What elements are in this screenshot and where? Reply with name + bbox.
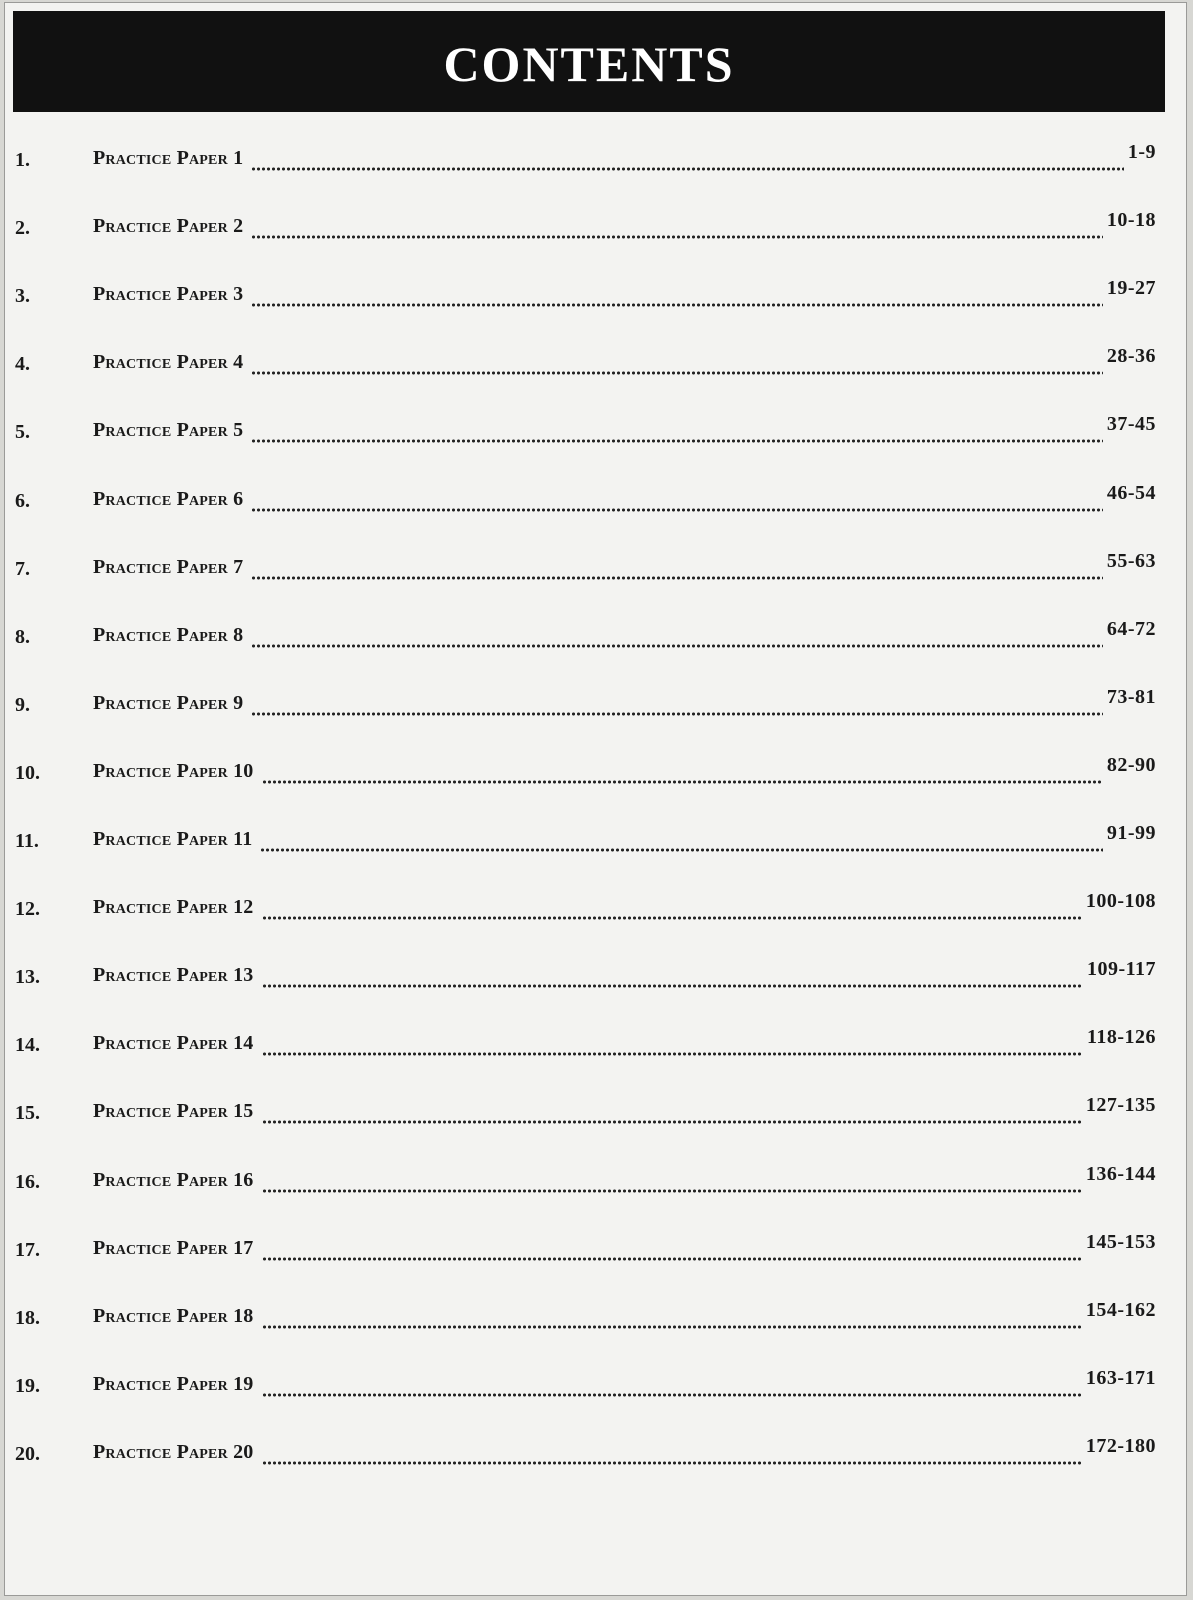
dot-leader — [251, 576, 1103, 580]
entry-page-range: 28-36 — [1106, 345, 1156, 368]
table-of-contents — [5, 3, 1186, 1595]
dot-leader — [251, 371, 1103, 375]
entry-number: 5. — [15, 421, 30, 444]
entry-number: 13. — [15, 966, 40, 989]
entry-page-range: 154-162 — [1085, 1298, 1156, 1321]
toc-entry[interactable] — [5, 1026, 1186, 1066]
dot-leader — [251, 644, 1103, 648]
dot-leader — [262, 1257, 1082, 1261]
toc-entry[interactable] — [5, 549, 1186, 590]
entry-title[interactable]: Practice Paper 9 — [93, 691, 244, 714]
entry-number: 20. — [15, 1442, 40, 1465]
entry-page-range: 19-27 — [1106, 277, 1156, 300]
toc-entry[interactable] — [5, 413, 1186, 453]
entry-page-range: 109-117 — [1086, 958, 1156, 981]
dot-leader — [262, 1189, 1082, 1193]
dot-leader — [262, 780, 1103, 784]
entry-number: 16. — [15, 1170, 40, 1193]
dot-leader — [251, 712, 1103, 716]
dot-leader — [262, 1461, 1082, 1465]
entry-title[interactable]: Practice Paper 19 — [93, 1372, 254, 1395]
entry-title[interactable]: Practice Paper 7 — [93, 555, 244, 578]
entry-number: 15. — [15, 1102, 40, 1125]
toc-entry[interactable] — [5, 1230, 1186, 1271]
entry-page-range: 91-99 — [1106, 822, 1156, 844]
toc-entry[interactable] — [5, 822, 1186, 862]
dot-leader — [251, 167, 1124, 171]
entry-title[interactable]: Practice Paper 18 — [93, 1304, 254, 1327]
entry-page-range: 64-72 — [1106, 617, 1156, 640]
toc-entry[interactable] — [5, 617, 1186, 658]
dot-leader — [262, 1325, 1082, 1329]
entry-page-range: 163-171 — [1085, 1366, 1156, 1389]
entry-number: 9. — [15, 693, 30, 716]
entry-page-range: 100-108 — [1085, 890, 1156, 913]
entry-number: 19. — [15, 1374, 40, 1397]
entry-number: 10. — [15, 761, 40, 784]
entry-number: 18. — [15, 1306, 40, 1329]
entry-number: 6. — [15, 489, 30, 512]
entry-title[interactable]: Practice Paper 4 — [93, 351, 244, 374]
entry-page-range: 172-180 — [1085, 1434, 1156, 1457]
toc-entry[interactable] — [5, 141, 1186, 181]
toc-entry[interactable] — [5, 753, 1186, 794]
entry-title[interactable]: Practice Paper 1 — [93, 147, 244, 169]
entry-title[interactable]: Practice Paper 5 — [93, 419, 244, 442]
dot-leader — [260, 848, 1102, 852]
toc-entry[interactable] — [5, 481, 1186, 522]
dot-leader — [262, 1052, 1083, 1056]
entry-page-range: 136-144 — [1085, 1162, 1156, 1185]
toc-entry[interactable] — [5, 277, 1186, 317]
entry-number: 12. — [15, 898, 40, 921]
entry-page-range: 10-18 — [1106, 209, 1156, 232]
entry-title[interactable]: Practice Paper 6 — [93, 487, 244, 510]
entry-page-range: 73-81 — [1106, 685, 1156, 708]
dot-leader — [262, 916, 1082, 920]
entry-title[interactable]: Practice Paper 13 — [93, 964, 254, 987]
entry-number: 3. — [15, 285, 30, 308]
entry-title[interactable]: Practice Paper 8 — [93, 623, 244, 646]
entry-page-range: 46-54 — [1106, 481, 1156, 504]
entry-page-range: 145-153 — [1085, 1230, 1156, 1253]
entry-number: 7. — [15, 557, 30, 580]
toc-entry[interactable] — [5, 1094, 1186, 1134]
entry-page-range: 37-45 — [1106, 413, 1156, 436]
entry-title[interactable]: Practice Paper 12 — [93, 896, 254, 919]
entry-title[interactable]: Practice Paper 2 — [93, 215, 244, 238]
entry-number: 11. — [15, 830, 39, 852]
entry-number: 17. — [15, 1238, 40, 1261]
entry-title[interactable]: Practice Paper 17 — [93, 1236, 254, 1259]
entry-title[interactable]: Practice Paper 14 — [93, 1032, 254, 1055]
entry-title[interactable]: Practice Paper 3 — [93, 283, 244, 306]
entry-title[interactable]: Practice Paper 10 — [93, 759, 254, 782]
entry-number: 2. — [15, 217, 30, 240]
entry-page-range: 55-63 — [1106, 549, 1156, 572]
entry-title[interactable]: Practice Paper 20 — [93, 1440, 254, 1463]
dot-leader — [262, 1393, 1082, 1397]
dot-leader — [262, 1120, 1082, 1124]
entry-number: 8. — [15, 625, 30, 648]
dot-leader — [251, 235, 1103, 239]
entry-number: 14. — [15, 1034, 40, 1057]
entry-page-range: 118-126 — [1086, 1026, 1156, 1049]
contents-page — [4, 2, 1187, 1596]
entry-page-range: 127-135 — [1085, 1094, 1156, 1117]
toc-entry[interactable] — [5, 345, 1186, 385]
dot-leader — [251, 303, 1103, 307]
entry-title[interactable]: Practice Paper 15 — [93, 1100, 254, 1123]
page-title: CONTENTS — [443, 36, 735, 92]
toc-entry[interactable] — [5, 1162, 1186, 1203]
toc-entry[interactable] — [5, 890, 1186, 930]
dot-leader — [262, 984, 1083, 988]
entry-page-range: 1-9 — [1127, 141, 1156, 163]
entry-page-range: 82-90 — [1106, 753, 1156, 776]
entry-title[interactable]: Practice Paper 11 — [93, 828, 253, 850]
toc-entry[interactable] — [5, 685, 1186, 726]
toc-entry[interactable] — [5, 1434, 1186, 1475]
toc-entry[interactable] — [5, 209, 1186, 249]
entry-number: 1. — [15, 149, 30, 171]
toc-entry[interactable] — [5, 1366, 1186, 1407]
entry-title[interactable]: Practice Paper 16 — [93, 1168, 254, 1191]
dot-leader — [251, 439, 1103, 443]
toc-entry[interactable] — [5, 1298, 1186, 1339]
toc-entry[interactable] — [5, 958, 1186, 998]
dot-leader — [251, 508, 1103, 512]
entry-number: 4. — [15, 353, 30, 376]
